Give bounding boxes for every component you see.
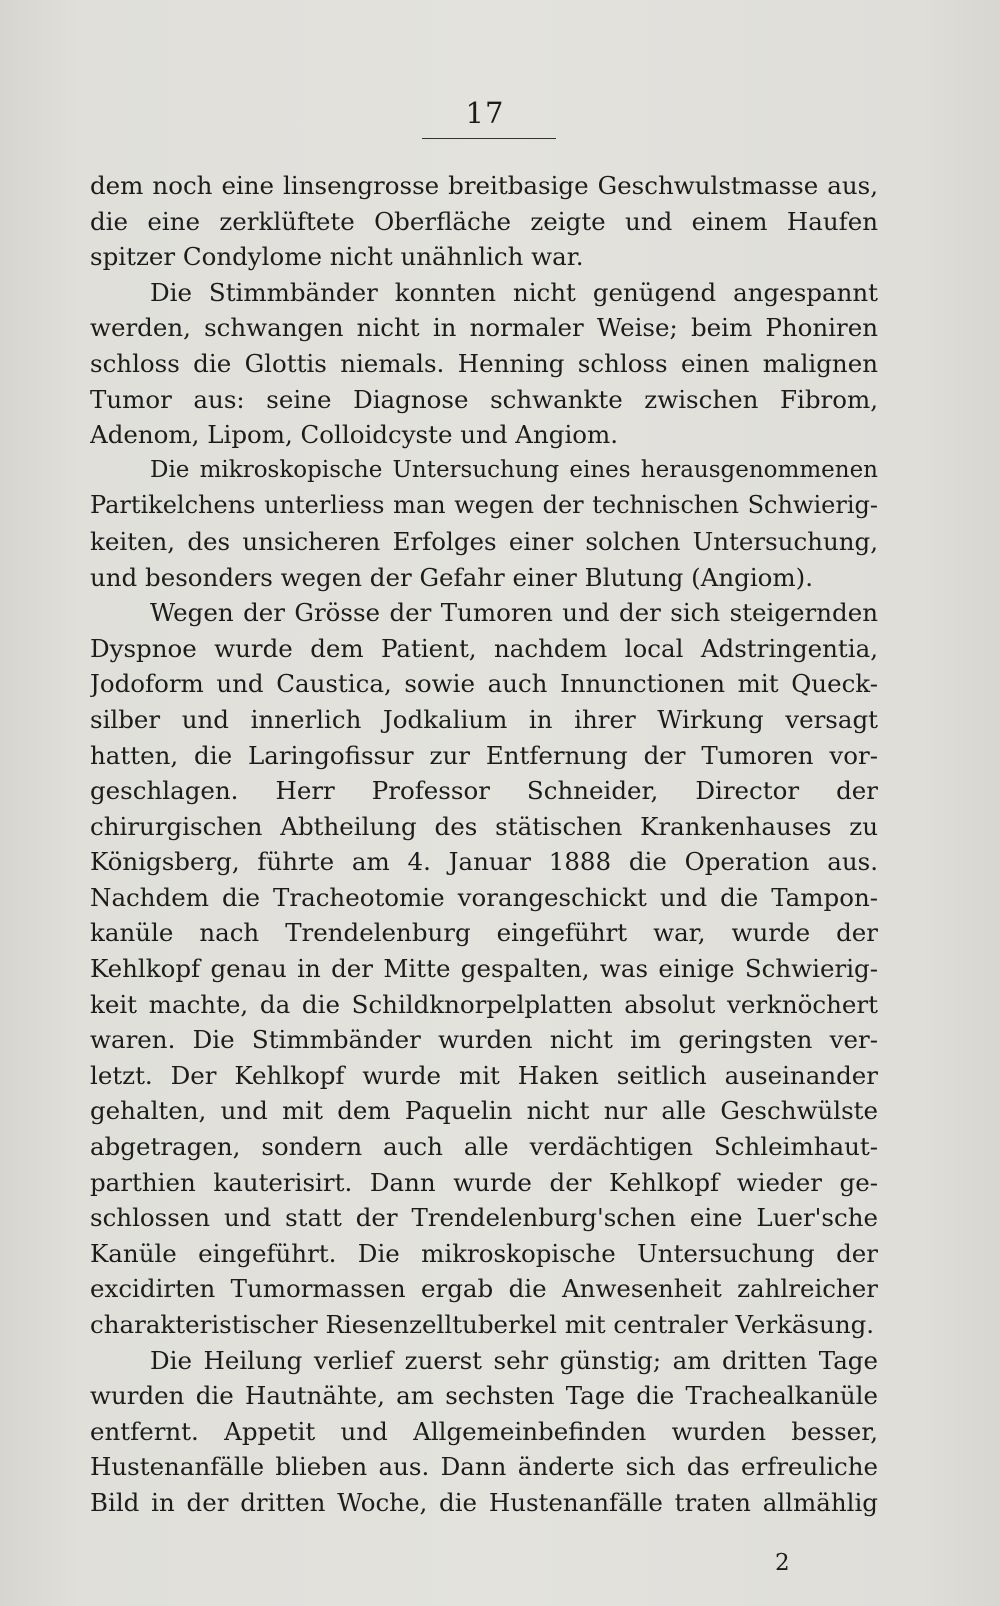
page-number: 17 xyxy=(465,96,505,130)
header-rule xyxy=(422,138,556,139)
text-line: schlossen und statt der Trendelenburg'schen eine Luer'sche xyxy=(90,1203,878,1233)
text-line: silber und innerlich Jodkalium in ihrer Wirkung versagt xyxy=(90,704,878,734)
text-line: Hustenanfälle blieben aus. Dann änderte sich das erfreuliche xyxy=(90,1452,878,1482)
text-line: Jodoform und Caustica, sowie auch Innunctionen mit Queck- xyxy=(90,669,878,699)
text-line: schloss die Glottis niemals. Henning schloss einen malignen xyxy=(90,348,878,378)
text-line: Die Stimmbänder konnten nicht genügend angespannt xyxy=(150,277,878,307)
text-line: Tumor aus: seine Diagnose schwankte zwischen Fibrom, xyxy=(90,384,878,414)
text-line: spitzer Condylome nicht unähnlich war. xyxy=(90,242,584,272)
text-line: hatten, die Laringofissur zur Entfernung der Tumoren vor- xyxy=(90,740,878,770)
text-line: Kanüle eingeführt. Die mikroskopische Untersuchung der xyxy=(90,1238,878,1268)
text-line: parthien kauterisirt. Dann wurde der Kehlkopf wieder ge- xyxy=(90,1167,878,1197)
text-line: excidirten Tumormassen ergab die Anwesenheit zahlreicher xyxy=(90,1274,878,1304)
text-line: abgetragen, sondern auch alle verdächtigen Schleimhaut- xyxy=(90,1132,878,1162)
text-line: Partikelchens unterliess man wegen der technischen Schwierig- xyxy=(90,491,878,520)
text-line: die eine zerklüftete Oberfläche zeigte und einem Haufen xyxy=(90,206,878,236)
text-line: charakteristischer Riesenzelltuberkel mit centraler Verkäsung. xyxy=(90,1310,875,1339)
text-line: entfernt. Appetit und Allgemeinbefinden wurden besser, xyxy=(90,1416,878,1446)
text-line: Die Heilung verlief zuerst sehr günstig; am dritten Tage xyxy=(150,1345,878,1375)
text-line: keiten, des unsicheren Erfolges einer solchen Untersuchung, xyxy=(90,526,878,556)
text-line: Nachdem die Tracheotomie vorangeschickt und die Tampon- xyxy=(90,882,878,912)
text-line: letzt. Der Kehlkopf wurde mit Haken seitlich auseinander xyxy=(90,1060,878,1090)
text-line: Königsberg, führte am 4. Januar 1888 die Operation aus. xyxy=(90,847,878,877)
text-line: Wegen der Grösse der Tumoren und der sich steigernden xyxy=(150,598,878,628)
text-line: und besonders wegen der Gefahr einer Blutung (Angiom). xyxy=(90,562,813,592)
text-line: keit machte, da die Schildknorpelplatten absolut verknöchert xyxy=(90,989,878,1019)
text-line: Adenom, Lipom, Colloidcyste und Angiom. xyxy=(90,420,619,450)
text-line: Dyspnoe wurde dem Patient, nachdem local Adstringentia, xyxy=(90,633,878,663)
signature-mark: 2 xyxy=(775,1550,790,1576)
text-line: Kehlkopf genau in der Mitte gespalten, was einige Schwierig- xyxy=(90,954,878,984)
text-line: geschlagen. Herr Professor Schneider, Director der xyxy=(90,776,878,806)
text-line: Die mikroskopische Untersuchung eines herausgenommenen xyxy=(150,456,878,483)
body-text xyxy=(90,168,878,1521)
text-line: waren. Die Stimmbänder wurden nicht im geringsten ver- xyxy=(90,1025,878,1055)
text-line: dem noch eine linsengrosse breitbasige Geschwulstmasse aus, xyxy=(90,171,878,200)
text-line: kanüle nach Trendelenburg eingeführt war, wurde der xyxy=(90,918,878,948)
text-line: wurden die Hautnähte, am sechsten Tage die Trachealkanüle xyxy=(90,1381,878,1411)
text-line: chirurgischen Abtheilung des stätischen Krankenhauses zu xyxy=(90,811,878,841)
text-line: werden, schwangen nicht in normaler Weise; beim Phoniren xyxy=(90,313,878,343)
text-line: gehalten, und mit dem Paquelin nicht nur alle Geschwülste xyxy=(90,1096,878,1126)
text-line: Bild in der dritten Woche, die Hustenanfälle traten allmählig xyxy=(90,1487,878,1517)
